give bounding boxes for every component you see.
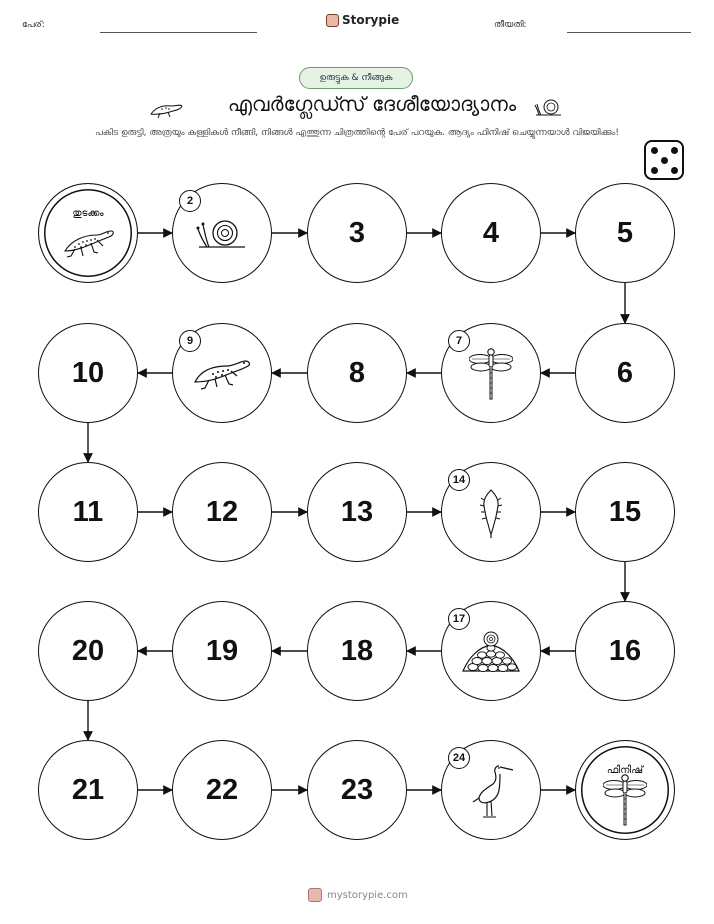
activity-tag: ഉരുട്ടുക & നീങ്ങുക xyxy=(299,67,413,89)
board-cell-22[interactable] xyxy=(172,740,272,840)
cell-number-badge: 14 xyxy=(448,469,470,491)
shell-mound-icon xyxy=(459,627,523,675)
cell-number: 8 xyxy=(348,356,366,389)
sawgrass-icon xyxy=(478,484,504,540)
board-cell-19[interactable] xyxy=(172,601,272,701)
snail-icon xyxy=(195,213,249,253)
board-cell-5[interactable] xyxy=(575,183,675,283)
storypie-logo-icon xyxy=(308,888,322,902)
cell-number: 12 xyxy=(205,495,239,528)
board-cell-13[interactable] xyxy=(307,462,407,562)
cell-number: 11 xyxy=(72,495,104,528)
board-cell-21[interactable] xyxy=(38,740,138,840)
board-cell-3[interactable] xyxy=(307,183,407,283)
cell-number: 23 xyxy=(340,773,374,806)
cell-number: 3 xyxy=(348,216,366,249)
cell-number: 6 xyxy=(616,356,634,389)
cell-number: 5 xyxy=(616,216,634,249)
cell-number: 4 xyxy=(482,216,500,249)
dragonfly-icon xyxy=(603,770,647,828)
start-label: തുടക്കം xyxy=(72,208,104,219)
cell-number: 22 xyxy=(205,773,239,806)
name-label: പേര്: xyxy=(22,20,45,30)
cell-number-badge: 7 xyxy=(448,330,470,352)
board-cell-2[interactable] xyxy=(172,183,272,283)
date-label: തീയതി: xyxy=(494,20,527,30)
cell-number-badge: 24 xyxy=(448,747,470,769)
board-cell-6[interactable] xyxy=(575,323,675,423)
cell-number: 10 xyxy=(71,356,105,389)
board-cell-10[interactable] xyxy=(38,323,138,423)
finish-label: ഫിനിഷ് xyxy=(606,765,644,776)
board-cell-9[interactable] xyxy=(172,323,272,423)
cell-number: 21 xyxy=(71,773,105,806)
board-cell-12[interactable] xyxy=(172,462,272,562)
board-cell-17[interactable] xyxy=(441,601,541,701)
lizard-icon xyxy=(191,352,253,394)
instructions: പകിട ഉരുട്ടി, അത്രയും കള്ളികൾ നീങ്ങി, നിങ്ങൾ എത്തുന്ന ചിത്രത്തിന്റെ പേര് പറയുക. ആദ്യം ഫിനിഷ് ചെയ്യുന്നയാൾ വിജയിക്കും! xyxy=(95,128,619,138)
cell-number: 18 xyxy=(340,634,374,667)
footer-url[interactable]: mystorypie.com xyxy=(327,889,408,901)
board-cell-15[interactable] xyxy=(575,462,675,562)
cell-number-badge: 17 xyxy=(448,608,470,630)
cell-number: 15 xyxy=(608,495,642,528)
cell-number: 19 xyxy=(205,634,239,667)
footer xyxy=(308,888,408,902)
dragonfly-icon xyxy=(469,344,513,402)
board-cell-16[interactable] xyxy=(575,601,675,701)
board-cell-18[interactable] xyxy=(307,601,407,701)
board-cell-24[interactable] xyxy=(441,740,541,840)
board-cell-20[interactable] xyxy=(38,601,138,701)
page-title: എവർഗ്ലേഡ്സ് ദേശീയോദ്യാനം xyxy=(227,92,517,116)
cell-number-badge: 9 xyxy=(179,330,201,352)
start-cell[interactable] xyxy=(38,183,138,283)
board-cell-7[interactable] xyxy=(441,323,541,423)
cell-number: 16 xyxy=(608,634,642,667)
board-cell-14[interactable] xyxy=(441,462,541,562)
board-cell-11[interactable] xyxy=(38,462,138,562)
cell-number: 13 xyxy=(340,495,374,528)
cell-number: 20 xyxy=(71,634,105,667)
egret-icon xyxy=(467,760,515,820)
board-cell-4[interactable] xyxy=(441,183,541,283)
cell-number-badge: 2 xyxy=(179,190,201,212)
board-cell-8[interactable] xyxy=(307,323,407,423)
alligator-icon xyxy=(61,223,115,261)
board-cell-23[interactable] xyxy=(307,740,407,840)
finish-cell[interactable] xyxy=(575,740,675,840)
brand-name: Storypie xyxy=(342,13,400,27)
